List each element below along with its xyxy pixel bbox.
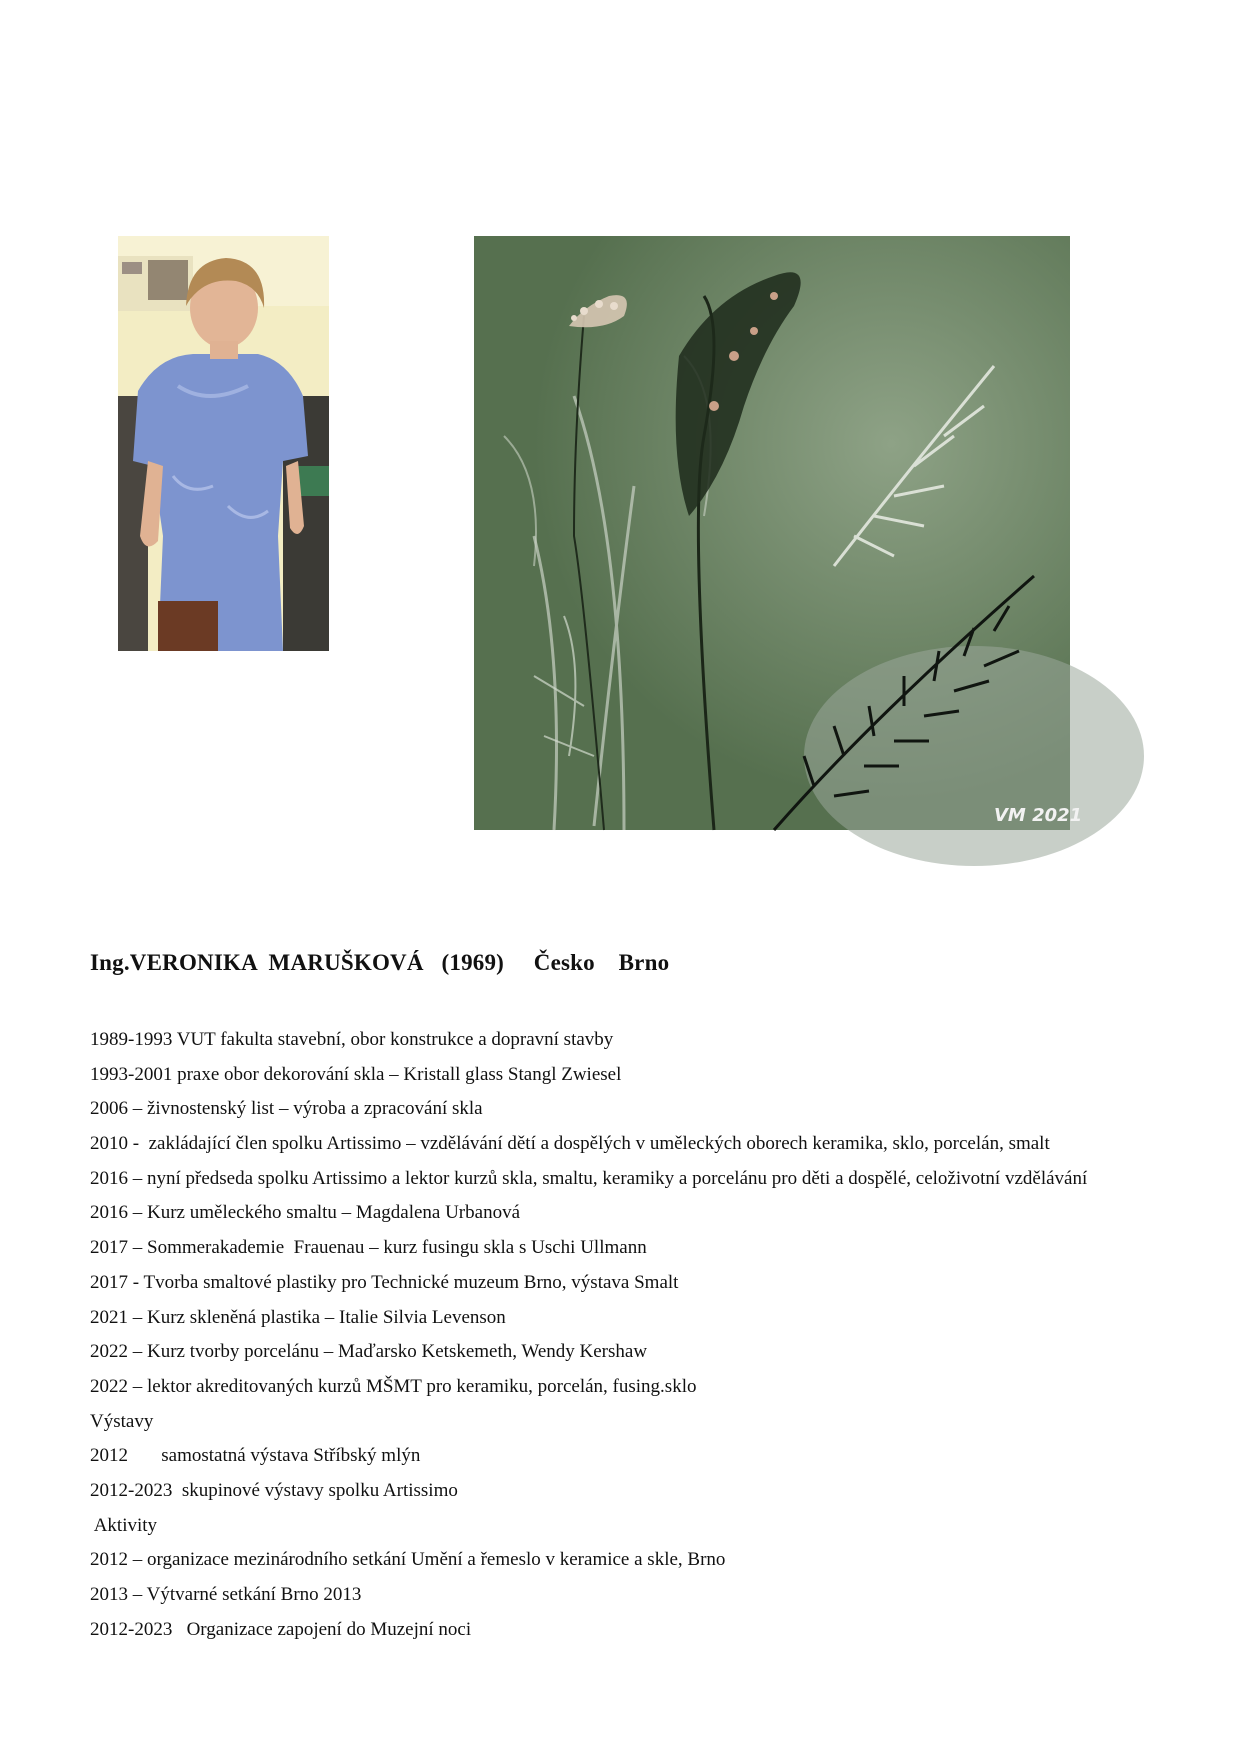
plant-artwork-icon	[474, 236, 1083, 830]
cv-line: 2017 – Sommerakademie Frauenau – kurz fusingu skla s Uschi Ullmann	[90, 1237, 647, 1259]
cv-line: 2012-2023 skupinové výstavy spolku Artissimo	[90, 1479, 458, 1501]
cv-line: 2012-2023 Organizace zapojení do Muzejní noci	[90, 1618, 472, 1640]
cv-line: 2016 – nyní předseda spolku Artissimo a lektor kurzů skla, smaltu, keramiky a porcelánu pro děti a dospělé, celoživotní vzdělávání	[90, 1167, 1088, 1189]
cv-line: 1989-1993 VUT fakulta stavební, obor konstrukce a dopravní stavby	[90, 1029, 614, 1050]
portrait-icon	[118, 236, 329, 651]
portrait-photo	[118, 236, 329, 651]
cv-line: 2022 – Kurz tvorby porcelánu – Maďarsko Ketskemeth, Wendy Kershaw	[90, 1341, 648, 1363]
enamel-artwork	[474, 236, 1083, 830]
section-heading-exhibitions: Výstavy	[90, 1410, 154, 1432]
cv-line: 2013 – Výtvarné setkání Brno 2013	[90, 1584, 362, 1605]
cv-line: 2012 – organizace mezinárodního setkání Umění a řemeslo v keramice a skle, Brno	[90, 1549, 726, 1571]
cv-line: 2022 – lektor akreditovaných kurzů MŠMT pro keramiku, porcelán, fusing.sklo	[90, 1375, 697, 1397]
cv-line: 2012 samostatná výstava Stříbský mlýn	[90, 1445, 421, 1467]
cv-line: 1993-2001 praxe obor dekorování skla – Kristall glass Stangl Zwiesel	[90, 1063, 622, 1085]
cv-line: 2016 – Kurz uměleckého smaltu – Magdalena Urbanová	[90, 1202, 521, 1224]
cv-line: 2010 - zakládající člen spolku Artissimo – vzdělávání dětí a dospělých v uměleckých oborech keramika, sklo, porcelán, smalt	[90, 1133, 1050, 1155]
cv-list	[90, 1028, 1210, 1652]
cv-line: 2006 – živnostenský list – výroba a zpracování skla	[90, 1098, 483, 1120]
artist-heading: Ing.VERONIKA MARUŠKOVÁ (1969) Česko Brno	[90, 950, 670, 975]
cv-line: 2021 – Kurz skleněná plastika – Italie Silvia Levenson	[90, 1306, 506, 1328]
section-heading-activities: Aktivity	[90, 1514, 158, 1536]
cv-line: 2017 - Tvorba smaltové plastiky pro Technické muzeum Brno, výstava Smalt	[90, 1271, 679, 1293]
svg-text:VM 2021: VM 2021	[994, 805, 1083, 826]
